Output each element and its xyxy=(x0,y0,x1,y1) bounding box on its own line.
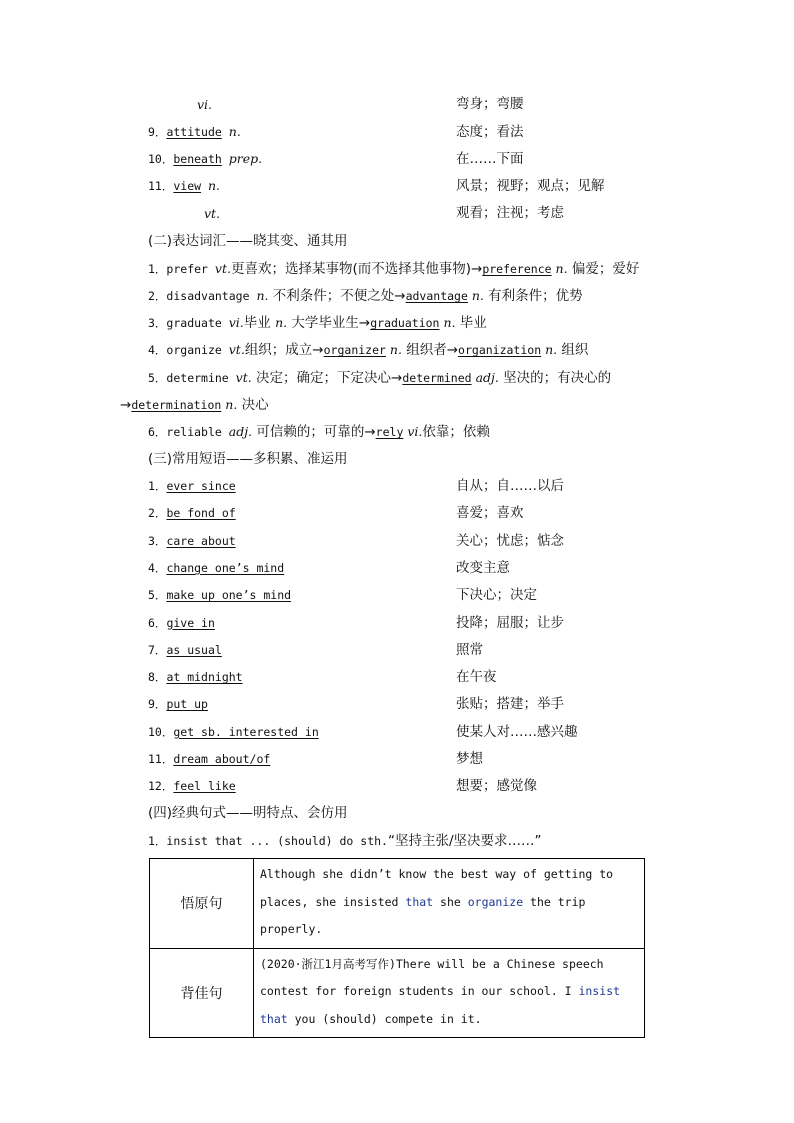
phrase: make up one’s mind xyxy=(166,588,292,603)
answer-word: determined xyxy=(402,371,472,385)
phrase: feel like xyxy=(173,779,236,794)
example-sentence-table xyxy=(149,858,645,1038)
meaning: 坚决的；有决心的 xyxy=(498,370,612,386)
phrase-item xyxy=(148,748,270,770)
pos-vi: vi. xyxy=(197,97,213,112)
phrase-meaning: 喜爱；喜欢 xyxy=(456,505,524,522)
phrase-number: 4． xyxy=(148,560,167,575)
phrase-meaning: 在午夜 xyxy=(456,669,497,686)
phrase-meaning: 改变主意 xyxy=(456,559,510,576)
meaning: 不利条件；不便之处→ xyxy=(268,288,406,304)
phrase: care about xyxy=(166,533,236,548)
pos: n. xyxy=(256,288,269,303)
phrase-number: 8． xyxy=(148,670,167,685)
derivation-row-2 xyxy=(148,285,583,307)
phrase-number: 12． xyxy=(148,779,174,794)
word: 6．reliable xyxy=(148,425,229,439)
vocab-row-9 xyxy=(148,121,241,143)
phrase: change one’s mind xyxy=(166,560,285,575)
phrase-meaning: 想要；感觉像 xyxy=(456,778,537,795)
table-row xyxy=(150,859,645,949)
phrase-meaning: 自从；自……以后 xyxy=(456,478,564,494)
phrase-number: 1． xyxy=(148,479,167,493)
phrase-meaning: 梦想 xyxy=(456,751,483,767)
phrase: give in xyxy=(166,615,215,630)
answer-word: rely xyxy=(375,425,404,439)
highlight: organize xyxy=(467,894,524,909)
meaning: 决定；确定；下定决心→ xyxy=(251,370,403,386)
phrase-meaning: 使某人对……感兴趣 xyxy=(456,723,578,740)
pos: n. xyxy=(228,124,241,139)
word: 5．determine xyxy=(148,371,236,385)
phrase-item xyxy=(148,666,243,688)
arrow: → xyxy=(120,397,132,413)
pos: n. xyxy=(467,288,484,303)
meaning: 决心 xyxy=(237,397,269,413)
section-heading-expression-vocab: (二)表达词汇——晓其变、通其用 xyxy=(148,233,348,249)
phrase-number: 7． xyxy=(148,642,167,657)
pos: n. xyxy=(221,397,238,412)
phrase: put up xyxy=(166,697,208,712)
sentence-part: the trip properly. xyxy=(260,894,586,936)
highlight: that xyxy=(405,894,434,909)
phrase-number: 5． xyxy=(148,588,167,603)
phrase-number: 11． xyxy=(148,752,174,766)
pos: vt. xyxy=(214,261,231,276)
row-number: 10． xyxy=(148,152,174,166)
meaning: 态度；看法 xyxy=(456,124,524,140)
answer-word: organization xyxy=(458,343,542,357)
answer-word: preference xyxy=(482,262,552,276)
derivation-row-3 xyxy=(148,312,487,334)
derivation-row-4 xyxy=(148,339,588,361)
table-row xyxy=(150,948,645,1038)
phrase-item xyxy=(148,775,236,797)
vocab-row-10 xyxy=(148,148,262,170)
pos: n. xyxy=(541,342,558,357)
row-number: 11． xyxy=(148,179,174,193)
phrase-number: 6． xyxy=(148,615,167,630)
meaning: 依靠；依赖 xyxy=(422,424,490,440)
pos-vt: vt. xyxy=(204,206,221,221)
phrase-number: 2． xyxy=(148,506,167,521)
vocab-word: beneath xyxy=(173,152,222,166)
model-sentence xyxy=(254,948,645,1038)
pos: prep. xyxy=(228,151,263,166)
phrase-item xyxy=(148,475,236,497)
section-heading-sentence-patterns: (四)经典句式——明特点、会仿用 xyxy=(148,805,348,821)
phrase-item xyxy=(148,502,236,524)
meaning: 组织 xyxy=(557,342,589,358)
pos: n. xyxy=(551,261,568,276)
answer-word: determination xyxy=(131,398,222,412)
highlight: insist that xyxy=(260,984,621,1026)
meaning: 组织者→ xyxy=(401,342,459,358)
phrase-meaning: 张贴；搭建；举手 xyxy=(456,696,564,713)
derivation-row-6 xyxy=(148,421,490,443)
answer-word: advantage xyxy=(405,289,468,303)
word: 1．prefer xyxy=(148,262,215,276)
phrase-meaning: 关心；忧虑；惦念 xyxy=(456,532,564,549)
pos: n. xyxy=(275,315,288,330)
phrase-item xyxy=(148,557,284,579)
pos: n. xyxy=(439,315,456,330)
section-heading-phrases: (三)常用短语——多积累、准运用 xyxy=(148,451,348,467)
pattern-meaning: “坚持主张/坚决要求……” xyxy=(387,833,542,849)
phrase: get sb. interested in xyxy=(173,724,319,739)
phrase-meaning: 投降；屈服；让步 xyxy=(456,614,564,631)
meaning: 偏爱；爱好 xyxy=(567,261,640,277)
row-label: 悟原句 xyxy=(150,859,254,949)
meaning: 风景；视野；观点；见解 xyxy=(456,178,605,194)
answer-word: organizer xyxy=(323,343,386,357)
phrase: at midnight xyxy=(166,670,243,685)
phrase-number: 3． xyxy=(148,533,167,548)
phrase-item xyxy=(148,530,236,552)
meaning-vt: 观看；注视；考虑 xyxy=(456,205,564,221)
phrase: as usual xyxy=(166,642,222,657)
meaning: 有利条件；优势 xyxy=(483,288,583,304)
pos: vi. xyxy=(228,315,244,330)
answer-word: graduation xyxy=(370,316,440,330)
pos: adj. xyxy=(228,424,253,439)
phrase-item xyxy=(148,584,291,606)
pos: n. xyxy=(385,342,402,357)
meaning: 毕业 xyxy=(243,315,276,331)
phrase-item xyxy=(148,639,222,661)
word: 4．organize xyxy=(148,343,229,357)
phrase: be fond of xyxy=(166,506,236,521)
meaning: 可信赖的；可靠的→ xyxy=(252,424,376,440)
pos: adj. xyxy=(471,370,499,385)
sentence-part: Although she didn’t know the best way of getting to places, she insisted xyxy=(260,867,614,909)
word: 2．disadvantage xyxy=(148,289,257,303)
word: 3．graduate xyxy=(148,316,229,330)
vocab-word: view xyxy=(173,179,202,193)
row-number: 9． xyxy=(148,125,167,139)
row-label: 背佳句 xyxy=(150,948,254,1038)
sentence-part: (2020·浙江1月高考写作)There will be a Chinese speech contest for foreign students in our school. I xyxy=(260,956,604,998)
meaning: 大学毕业生→ xyxy=(287,315,371,331)
meaning: 在……下面 xyxy=(456,151,524,167)
pos: vt. xyxy=(235,370,252,385)
phrase-meaning: 照常 xyxy=(456,641,483,658)
phrase: dream about/of xyxy=(173,752,271,766)
pos: n. xyxy=(208,178,221,193)
meaning: 毕业 xyxy=(455,315,487,331)
derivation-row-1 xyxy=(148,258,639,280)
vocab-row-11 xyxy=(148,175,220,197)
pos: vi. xyxy=(403,424,423,439)
phrase-item xyxy=(148,612,215,634)
phrase: ever since xyxy=(166,479,236,493)
phrase-number: 10． xyxy=(148,724,174,739)
meaning: 组织；成立→ xyxy=(244,342,324,358)
pattern-text: 1．insist that ... (should) do sth. xyxy=(148,834,388,848)
vocab-word: attitude xyxy=(166,125,222,139)
phrase-item xyxy=(148,693,208,715)
sentence-part: she xyxy=(433,894,468,909)
phrase-number: 9． xyxy=(148,697,167,712)
meaning-vi: 弯身；弯腰 xyxy=(456,96,524,112)
derivation-row-5 xyxy=(148,367,611,389)
phrase-meaning: 下决心；决定 xyxy=(456,587,537,604)
phrase-item xyxy=(148,721,319,743)
derivation-row-5-continued xyxy=(120,394,269,416)
meaning: 更喜欢；选择某事物(而不选择其他事物)→ xyxy=(230,261,483,277)
sentence-part: you (should) compete in it. xyxy=(287,1011,482,1026)
original-sentence xyxy=(254,859,645,949)
pos: vt. xyxy=(228,342,245,357)
sentence-pattern xyxy=(148,830,542,852)
